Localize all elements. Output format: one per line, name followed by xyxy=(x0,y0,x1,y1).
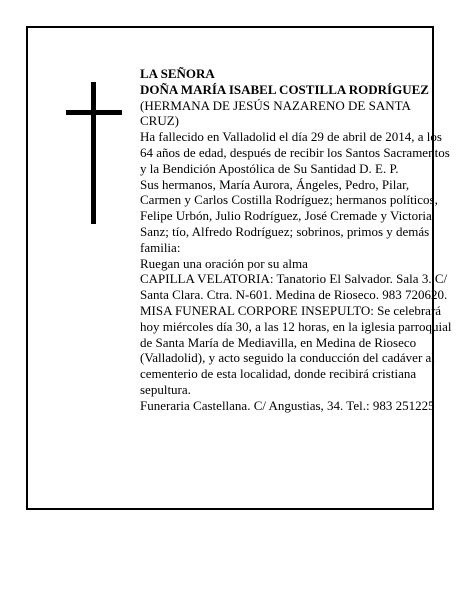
death-announcement: Ha fallecido en Valladolid el día 29 de abril de 2014, a los 64 años de edad, después de recibir los Santos Sacramentos y la Bendición Apostólica de Su Santidad D. E. P. xyxy=(140,129,450,176)
title-line: LA SEÑORA xyxy=(140,66,215,81)
funeral-mass-info: MISA FUNERAL CORPORE INSEPULTO: Se celebrará hoy miércoles día 30, a las 12 horas, en la iglesia parroquial de Santa María de Mediavilla, en Medina de Rioseco (Valladolid), y acto seguido la conducción del cadáver al cementerio de esta localidad, donde recibirá cristiana sepultura. xyxy=(140,302,452,397)
obituary-notice xyxy=(26,26,452,510)
cross-vertical-bar xyxy=(91,82,96,224)
cross-horizontal-bar xyxy=(66,110,122,115)
funeral-home-info: Funeraria Castellana. C/ Angustias, 34. Tel.: 983 251225 xyxy=(140,397,435,413)
wake-info: CAPILLA VELATORIA: Tanatorio El Salvador. Sala 3. C/ Santa Clara. Ctra. N-601. Medina de Rioseco. 983 720620. xyxy=(140,271,448,303)
affiliation: (HERMANA DE JESÚS NAZARENO DE SANTA CRUZ) xyxy=(140,97,411,129)
prayer-request: Ruegan una oración por su alma xyxy=(140,255,308,271)
notice-text xyxy=(140,66,452,414)
family-list: Sus hermanos, María Aurora, Ángeles, Pedro, Pilar, Carmen y Carlos Costilla Rodríguez; hermanos políticos, Felipe Urbón, Julio Rodríguez, José Cremade y Victoria Sanz; tío, Alfredo Rodríguez; sobrinos, primos y demás familia: xyxy=(140,176,438,255)
deceased-name: DOÑA MARÍA ISABEL COSTILLA RODRÍGUEZ xyxy=(140,81,429,97)
